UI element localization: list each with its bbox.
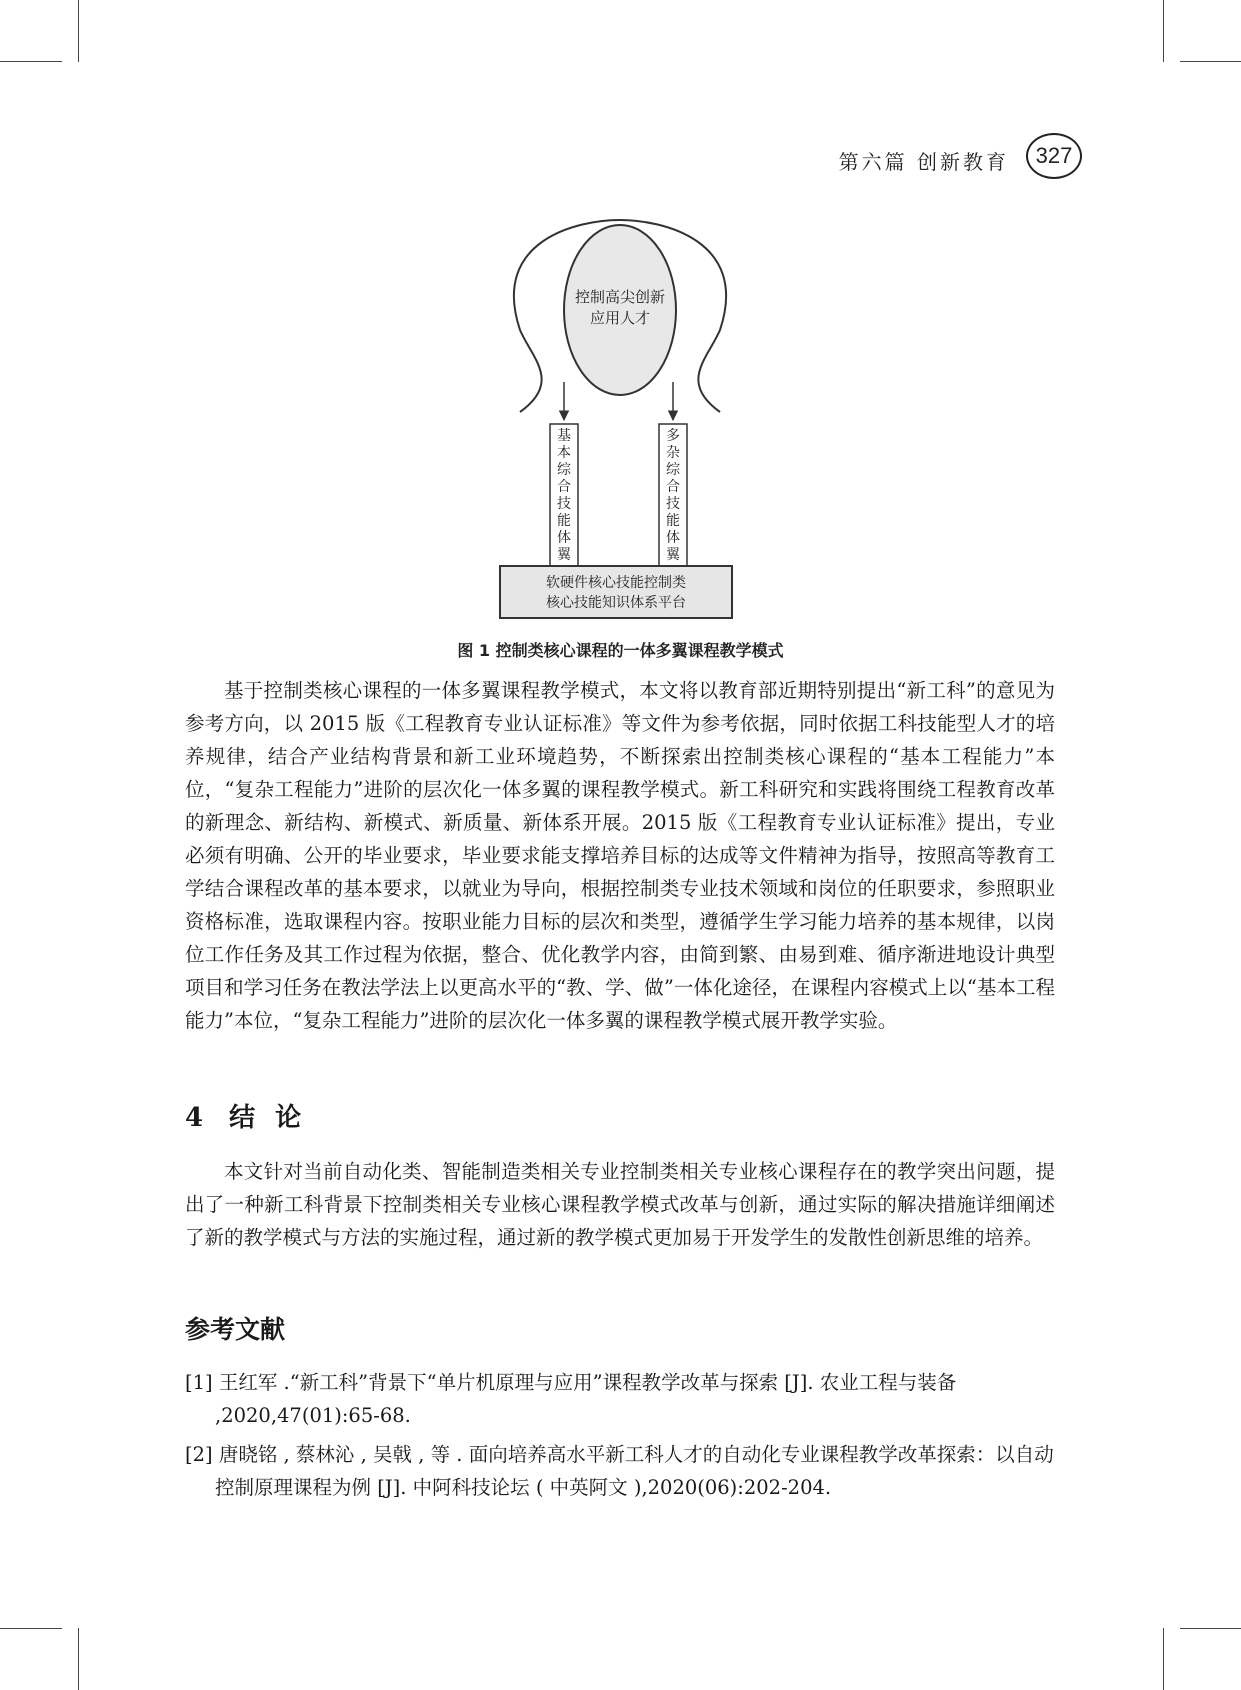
reference-list <box>185 1366 1055 1510</box>
right-wing-label: 多杂综合技能体翼 <box>666 428 680 563</box>
reference-item: [2] 唐晓铭 , 蔡林沁 , 吴戟 , 等 . 面向培养高水平新工科人才的自动化专业课程教学改革探索：以自动控制原理课程为例 [J]. 中阿科技论坛 ( 中英阿文 ),2020(06):202-204. <box>185 1443 1054 1499</box>
running-header: 第六篇 创新教育 <box>838 150 1009 174</box>
paragraph: 本文针对当前自动化类、智能制造类相关专业控制类相关专业核心课程存在的教学突出问题，提出了一种新工科背景下控制类相关专业核心课程教学模式改革与创新，通过实际的解决措施详细阐述了新的教学模式与方法的实施过程，通过新的教学模式更加易于开发学生的发散性创新思维的培养。 <box>185 1160 1055 1249</box>
section-title: 结论 <box>229 1103 322 1133</box>
crop-mark <box>0 1628 62 1629</box>
body-text <box>185 674 1055 1037</box>
body-text <box>185 1155 1055 1254</box>
references-heading: 参考文献 <box>185 1315 286 1344</box>
crop-mark <box>1180 1628 1241 1629</box>
left-wing-label: 基本综合技能体翼 <box>557 428 571 563</box>
ellipse-label-line1: 控制高尖创新 <box>574 288 666 306</box>
platform-label-line2: 核心技能知识体系平台 <box>546 595 686 611</box>
crop-mark <box>1163 1628 1164 1690</box>
ellipse-label-line2: 应用人才 <box>589 309 651 327</box>
page-number: 327 <box>1026 133 1082 179</box>
section-number: 4 <box>185 1103 204 1133</box>
paragraph: 基于控制类核心课程的一体多翼课程教学模式，本文将以教育部近期特别提出“新工科”的意见为参考方向，以 2015 版《工程教育专业认证标准》等文件为参考依据，同时依据工科技能型人才的培养规律，结合产业结构背景和新工业环境趋势，不断探索出控制类核心课程的“基本工程能力”本位，“复杂工程能力”进阶的层次化一体多翼的课程教学模式。新工科研究和实践将围绕工程教育改革的新理念、新结构、新模式、新质量、新体系开展。2015 版《工程教育专业认证标准》提出，专业必须有明确、公开的毕业要求，毕业要求能支撑培养目标的达成等文件精神为指导，按照高等教育工学结合课程改革的基本要求，以就业为导向，根据控制类专业技术领域和岗位的任职要求，参照职业资格标准，选取课程内容。按职业能力目标的层次和类型，遵循学生学习能力培养的基本规律，以岗位工作任务及其工作过程为依据，整合、优化教学内容，由简到繁、由易到难、循序渐进地设计典型项目和学习任务在教法学法上以更高水平的“教、学、做”一体化途径，在课程内容模式上以“基本工程能力”本位，“复杂工程能力”进阶的层次化一体多翼的课程教学模式展开教学实验。 <box>185 679 1055 1032</box>
figure-caption: 图 1 控制类核心课程的一体多翼课程教学模式 <box>457 641 784 660</box>
reference-item: [1] 王红军 .“新工科”背景下“单片机原理与应用”课程教学改革与探索 [J]. 农业工程与装备 ,2020,47(01):65-68. <box>185 1371 957 1427</box>
platform-label-line1: 软硬件核心技能控制类 <box>546 575 686 591</box>
section-heading <box>185 1097 321 1134</box>
figure-diagram <box>0 0 1241 640</box>
crop-mark <box>78 1628 79 1690</box>
